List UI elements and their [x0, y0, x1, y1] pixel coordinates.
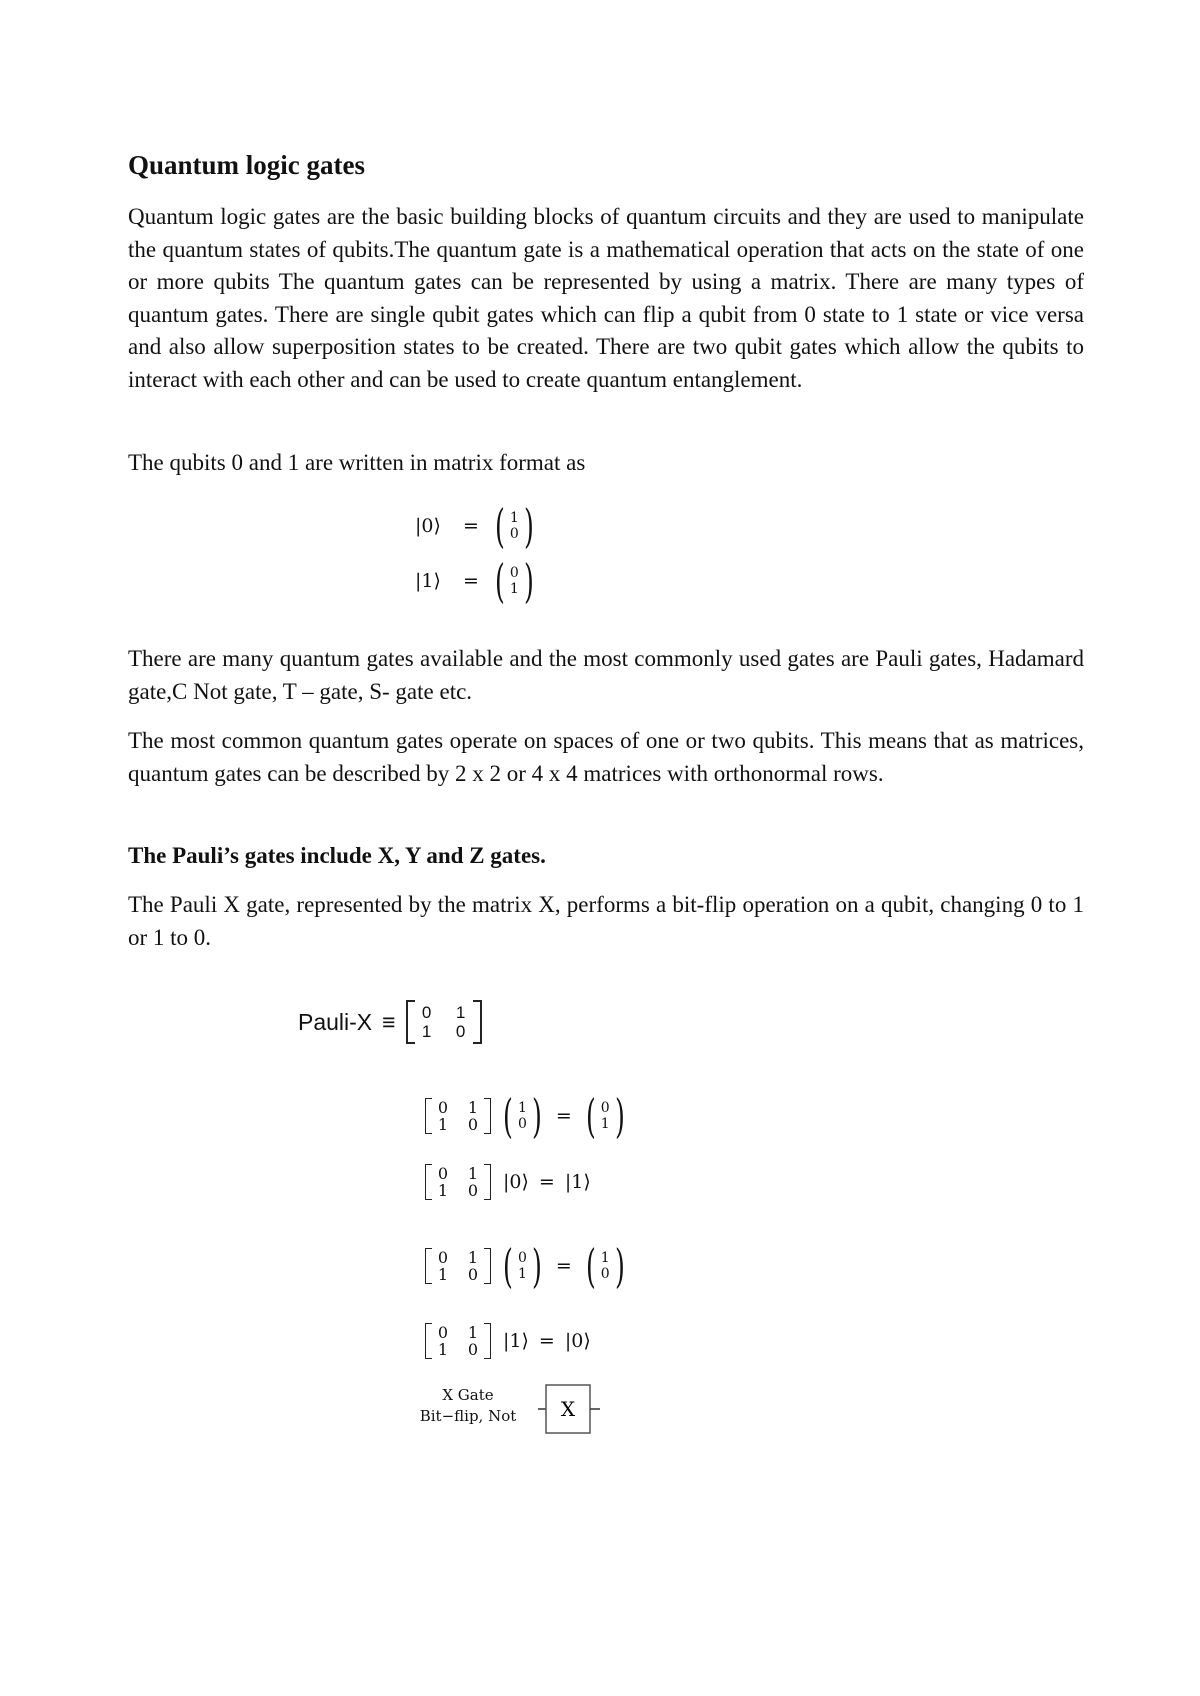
vector-entry: 1 — [600, 1250, 610, 1266]
matrix-entry: 0 — [437, 1164, 449, 1183]
matrix-entry: 1 — [437, 1265, 449, 1284]
common-gates-paragraph: The most common quantum gates operate on spaces of one or two qubits. This means that as matrices, quantum gates can be described by 2 x 2 or 4 x 4 matrices with orthonormal rows. — [128, 728, 1084, 786]
equivalence-sign: ≡ — [382, 1008, 396, 1035]
gates-paragraph: There are many quantum gates available and the most commonly used gates are Pauli gates, Hadamard gate,C Not gate, T – gate, S- gate etc. — [128, 646, 1084, 704]
vector-entry: 1 — [517, 1266, 527, 1282]
matrix-entry: 0 — [437, 1098, 449, 1117]
equals-sign: = — [555, 1255, 572, 1277]
matrix-entry: 0 — [455, 1022, 466, 1041]
ket-zero-definition — [415, 499, 538, 553]
pauli-x-operation — [425, 1323, 591, 1359]
pauli-x-matrix — [425, 1164, 491, 1200]
matrix-entry: 0 — [467, 1265, 479, 1284]
matrix-entry: 1 — [437, 1115, 449, 1134]
vector-entry: 0 — [517, 1250, 527, 1266]
equals-sign: = — [538, 1330, 555, 1352]
pauli-x-operation — [425, 1239, 629, 1293]
matrix-entry: 1 — [455, 1003, 466, 1022]
column-vector: ( 0 1 ) — [494, 554, 534, 608]
matrix-entry: 1 — [467, 1323, 479, 1342]
ket-symbol: |1⟩ — [415, 570, 441, 592]
matrix-entry: 1 — [437, 1181, 449, 1200]
x-gate-symbol — [538, 1383, 600, 1435]
matrix-entry: 1 — [421, 1022, 432, 1041]
pauli-x-paragraph: The Pauli X gate, represented by the matrix X, performs a bit-flip operation on a qubit, changing 0 to 1 or 1 to 0. — [128, 892, 1084, 950]
matrix-entry: 0 — [437, 1248, 449, 1267]
input-ket: |1⟩ — [503, 1330, 529, 1352]
ket-one-definition — [415, 554, 538, 608]
pauli-heading: The Pauli’s gates include X, Y and Z gates. — [128, 843, 546, 868]
ket-symbol: |0⟩ — [415, 515, 441, 537]
pauli-x-matrix — [425, 1323, 491, 1359]
equals-sign: = — [463, 515, 479, 537]
vector-entry: 0 — [509, 526, 519, 542]
page-title: Quantum logic gates — [128, 150, 366, 180]
vector-entry: 1 — [509, 581, 519, 597]
pauli-x-matrix — [425, 1248, 491, 1284]
matrix-entry: 0 — [467, 1115, 479, 1134]
x-gate-name: X Gate — [442, 1386, 494, 1404]
intro-paragraph: Quantum logic gates are the basic building blocks of quantum circuits and they are used to manipulate the quantum states of qubits.The quantum gate is a mathematical operation that acts on the state of one or more qubits The quantum gates can be represented by using a matrix. There are many types of quantum gates. There are single qubit gates which can flip a qubit from 0 state to 1 state or vice versa and also allow superposition states to be created. There are two qubit gates which allow the qubits to interact with each other and can be used to create quantum entanglement. — [128, 204, 1084, 392]
pauli-x-definition — [298, 1000, 482, 1044]
matrix-entry: 1 — [467, 1248, 479, 1267]
output-ket: |0⟩ — [564, 1330, 591, 1352]
input-vector: ( 0 1 ) — [503, 1239, 542, 1293]
pauli-x-matrix — [406, 1000, 482, 1044]
pauli-x-operation — [425, 1089, 629, 1143]
vector-entry: 1 — [509, 510, 519, 526]
matrix-entry: 0 — [467, 1340, 479, 1359]
output-vector: ( 0 1 ) — [585, 1089, 625, 1143]
input-ket: |0⟩ — [503, 1171, 529, 1193]
matrix-entry: 1 — [467, 1098, 479, 1117]
column-vector: ( 1 0 ) — [494, 499, 534, 553]
vector-entry: 0 — [600, 1266, 610, 1282]
matrix-entry: 0 — [421, 1003, 432, 1022]
x-gate-subtitle: Bit−flip, Not — [419, 1407, 517, 1425]
equals-sign: = — [555, 1105, 572, 1127]
gate-box-label: X — [560, 1397, 576, 1421]
input-vector: ( 1 0 ) — [503, 1089, 542, 1143]
pauli-x-label: Pauli-X — [298, 1008, 373, 1035]
pauli-x-operation — [425, 1164, 591, 1200]
matrix-entry: 0 — [467, 1181, 479, 1200]
pauli-x-matrix — [425, 1098, 491, 1134]
output-vector: ( 1 0 ) — [585, 1239, 625, 1293]
vector-entry: 1 — [600, 1116, 610, 1132]
equals-sign: = — [538, 1171, 555, 1193]
qubit-matrix-intro: The qubits 0 and 1 are written in matrix format as — [128, 450, 586, 475]
vector-entry: 0 — [517, 1116, 527, 1132]
output-ket: |1⟩ — [564, 1171, 591, 1193]
matrix-entry: 1 — [437, 1340, 449, 1359]
equals-sign: = — [463, 570, 479, 592]
matrix-entry: 1 — [467, 1164, 479, 1183]
x-gate-caption — [418, 1385, 518, 1427]
matrix-entry: 0 — [437, 1323, 449, 1342]
vector-entry: 0 — [509, 565, 519, 581]
vector-entry: 0 — [600, 1100, 610, 1116]
vector-entry: 1 — [517, 1100, 527, 1116]
